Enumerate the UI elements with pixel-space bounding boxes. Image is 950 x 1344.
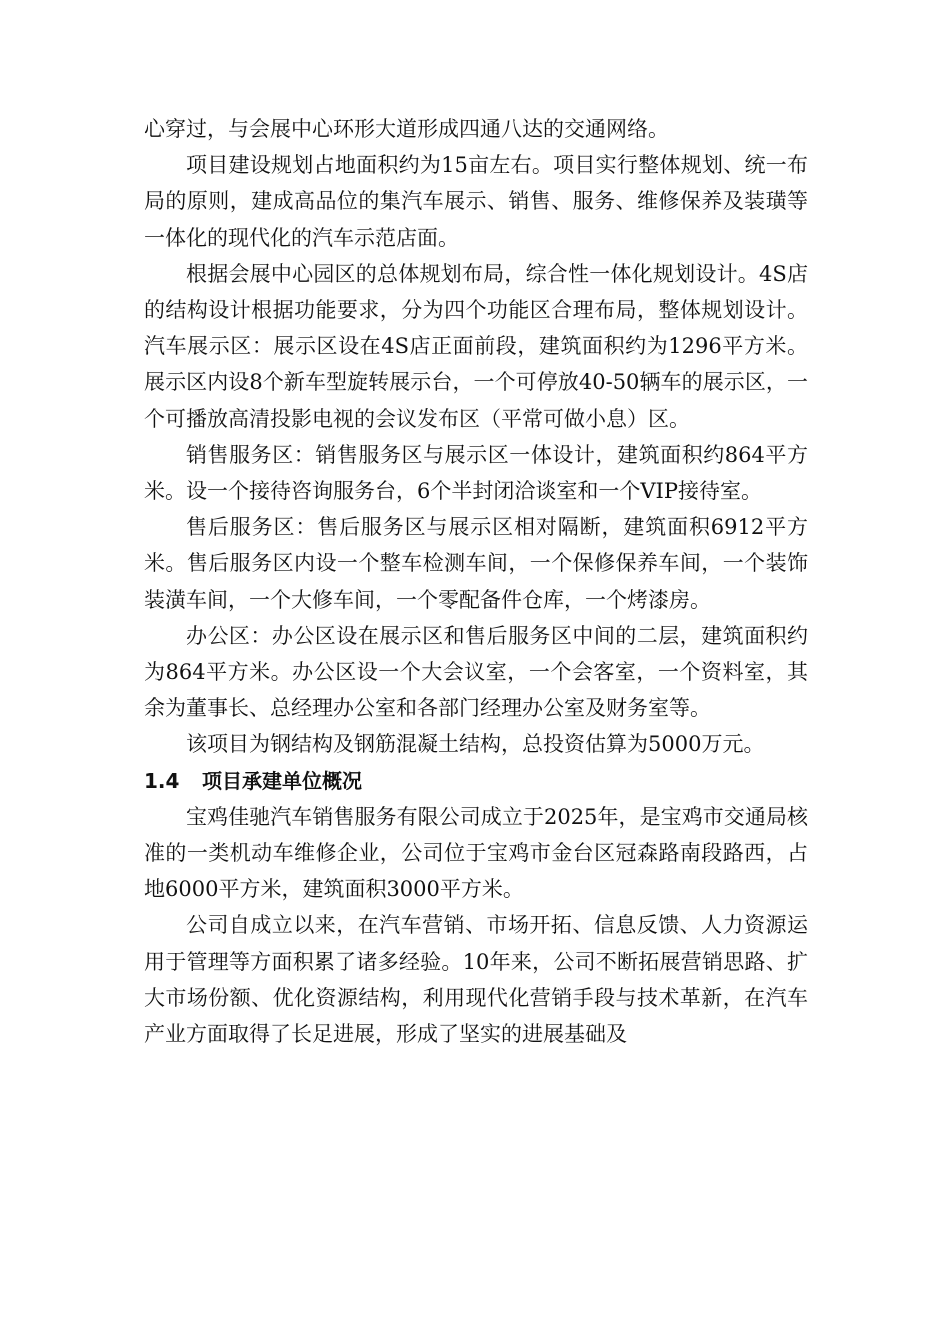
paragraph-investment: 该项目为钢结构及钢筋混凝土结构，总投资估算为5000万元。 [186,732,765,757]
paragraph-company-history: 公司自成立以来，在汽车营销、市场开拓、信息反馈、人力资源运用于管理等方面积累了诸多经验。10年来，公司不断拓展营销思路、扩大市场份额、优化资源结构，利用现代化营销手段与技术革新，在汽车产业方面取得了长足进展，形成了坚实的进展基础及 [144,913,808,1047]
paragraph-after-sales-area: 售后服务区：售后服务区与展示区相对隔断，建筑面积6912平方米。售后服务区内设一个整车检测车间，一个保修保养车间，一个装饰装潢车间，一个大修车间，一个零配备件仓库，一个烤漆房。 [144,515,808,612]
paragraph-layout-design: 根据会展中心园区的总体规划布局，综合性一体化规划设计。4S店的结构设计根据功能要求，分为四个功能区合理布局，整体规划设计。汽车展示区：展示区设在4S店正面前段，建筑面积约为1296平方米。展示区内设8个新车型旋转展示台，一个可停放40-50辆车的展示区，一个可播放高清投影电视的会议发布区（平常可做小息）区。 [144,261,808,431]
paragraph-continuation: 心穿过，与会展中心环形大道形成四通八达的交通网络。 [144,117,669,141]
paragraph-sales-area: 销售服务区：销售服务区与展示区一体设计，建筑面积约864平方米。设一个接待咨询服务台，6个半封闭洽谈室和一个VIP接待室。 [144,442,808,504]
section-title: 项目承建单位概况 [202,768,362,793]
paragraph-company-intro: 宝鸡佳驰汽车销售服务有限公司成立于2025年，是宝鸡市交通局核准的一类机动车维修企业，公司位于宝鸡市金台区冠森路南段路西，占地6000平方米，建筑面积3000平方米。 [144,804,808,902]
section-heading [144,763,808,799]
paragraph-office-area: 办公区：办公区设在展示区和售后服务区中间的二层，建筑面积约为864平方米。办公区设一个大会议室，一个会客室，一个资料室，其余为董事长、总经理办公室和各部门经理办公室及财务室等。 [144,623,808,721]
document-page [144,111,808,1052]
section-number: 1.4 [144,768,180,793]
paragraph-project-scale: 项目建设规划占地面积约为15亩左右。项目实行整体规划、统一布局的原则，建成高品位的集汽车展示、销售、服务、维修保养及装璜等一体化的现代化的汽车示范店面。 [144,153,808,250]
